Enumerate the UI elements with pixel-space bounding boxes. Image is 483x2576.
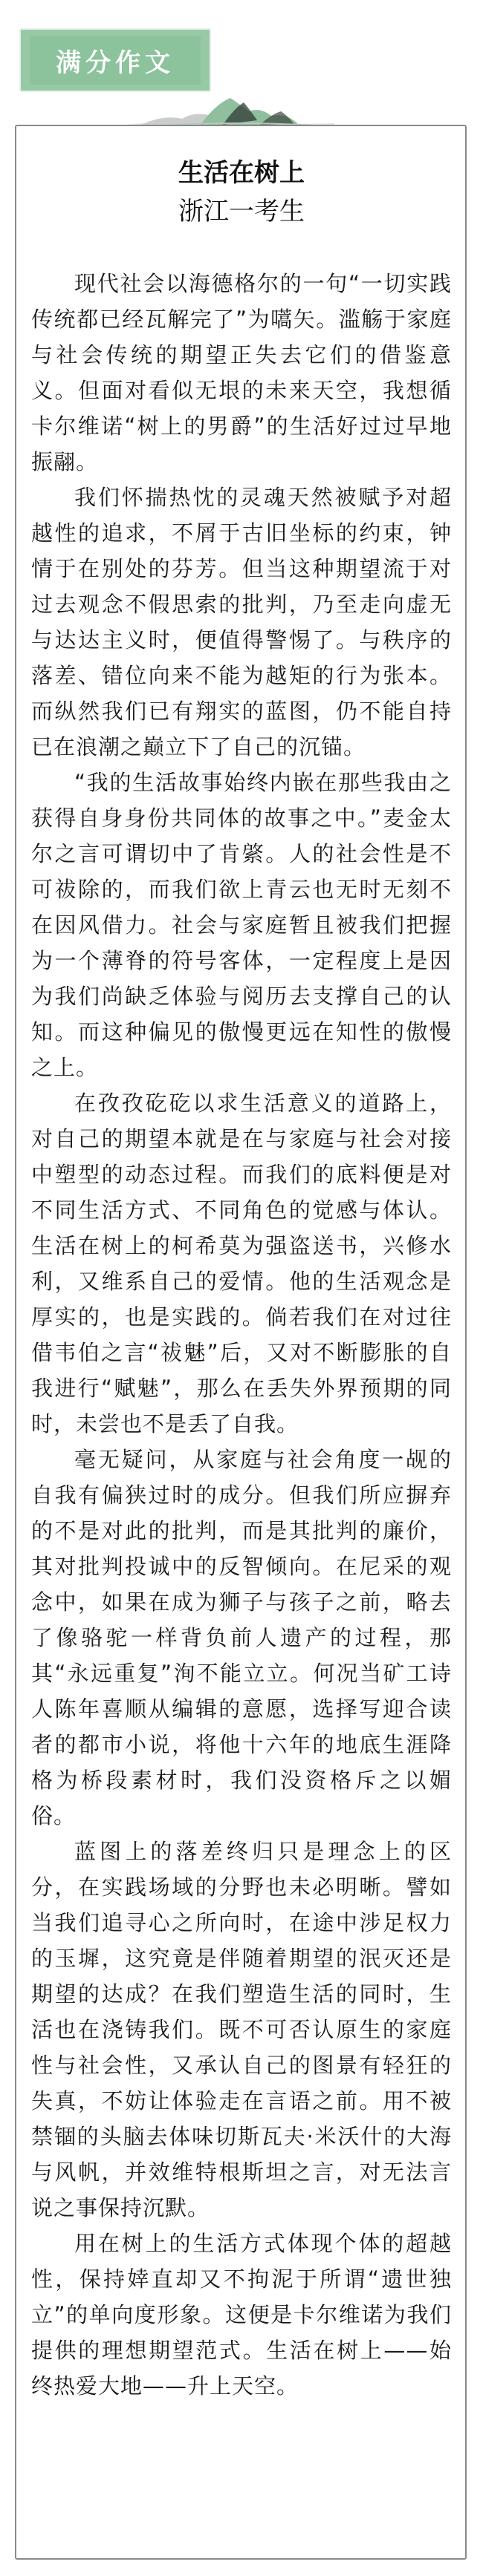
section-tag-label: 满分作文 [56, 48, 175, 78]
paragraph: 毫无疑问，从家庭与社会角度一觇的自我有偏狭过时的成分。但我们所应摒弃的不是对此的批判，而是其批判的廉价，其对批判投诚中的反智倾向。在尼采的观念中，如果在成为狮子与孩子之前，略去了像骆驼一样背负前人遗产的过程，那其“永远重复”洵不能立立。何况当矿工诗人陈年喜顺从编辑的意愿，选择写迎合读者的都市小说，将他十六年的地底生涯降格为桥段素材时，我们没资格斥之以媚俗。 [31, 1447, 452, 1828]
paragraph: 用在树上的生活方式体现个体的超越性，保持婞直却又不拘泥于所谓“遗世独立”的单向度形象。这便是卡尔维诺为我们提供的理想期望范式。生活在树上——始终热爱大地——升上天空。 [31, 2231, 452, 2399]
section-tag-inner [30, 36, 201, 85]
article-author: 浙江一考生 [178, 197, 305, 226]
article-body [31, 266, 452, 2404]
paragraph: “我的生活故事始终内嵌在那些我由之获得自身身份共同体的故事之中。”麦金太尔之言可谓切中了肯綮。人的社会性是不可祓除的，而我们欲上青云也无时无刻不在因风借力。社会与家庭暂且被我们把握为一个薄脊的符号客体，一定程度上是因为我们尚缺乏体验与阅历去支撑自己的认知。而这种偏见的傲慢更远在知性的傲慢之上。 [31, 770, 452, 1080]
article-title: 生活在树上 [178, 158, 305, 188]
paragraph: 在孜孜矻矻以求生活意义的道路上，对自己的期望本就是在与家庭与社会对接中塑型的动态过程。而我们的底料便是对不同生活方式、不同角色的觉感与体认。生活在树上的柯希莫为强盗送书，兴修水利，又维系自己的爱情。他的生活观念是厚实的，也是实践的。倘若我们在对过往借韦伯之言“祓魅”后，又对不断膨胀的自我进行“赋魅”，那么在丢失外界预期的同时，未尝也不是丢了自我。 [31, 1091, 452, 1436]
paragraph: 蓝图上的落差终归只是理念上的区分，在实践场域的分野也未必明晰。譬如当我们追寻心之所向时，在途中涉足权力的玉墀，这究竟是伴随着期望的泯灭还是期望的达成？在我们塑造生活的同时，生活也在浇铸我们。既不可否认原生的家庭性与社会性，又承认自己的图景有轻狂的失真，不妨让体验走在言语之前。用不被禁锢的头脑去体味切斯瓦夫·米沃什的大海与风帆，并效维特根斯坦之言，对无法言说之事保持沉默。 [31, 1839, 452, 2220]
header [0, 0, 483, 130]
paragraph: 我们怀揣热忱的灵魂天然被赋予对超越性的追求，不屑于古旧坐标的约束，钟情于在别处的芬芳。但当这种期望流于对过去观念不假思索的批判，乃至走向虚无与达达主义时，便值得警惕了。与秩序的落差、错位向来不能为越矩的行为张本。而纵然我们已有翔实的蓝图，仍不能自持已在浪潮之巅立下了自己的沉锚。 [31, 485, 452, 759]
paragraph: 现代社会以海德格尔的一句“一切实践传统都已经瓦解完了”为嚆矢。滥觞于家庭与社会传统的期望正失去它们的借鉴意义。但面对看似无垠的未来天空，我想循卡尔维诺“树上的男爵”的生活好过过早地振翮。 [31, 271, 452, 474]
